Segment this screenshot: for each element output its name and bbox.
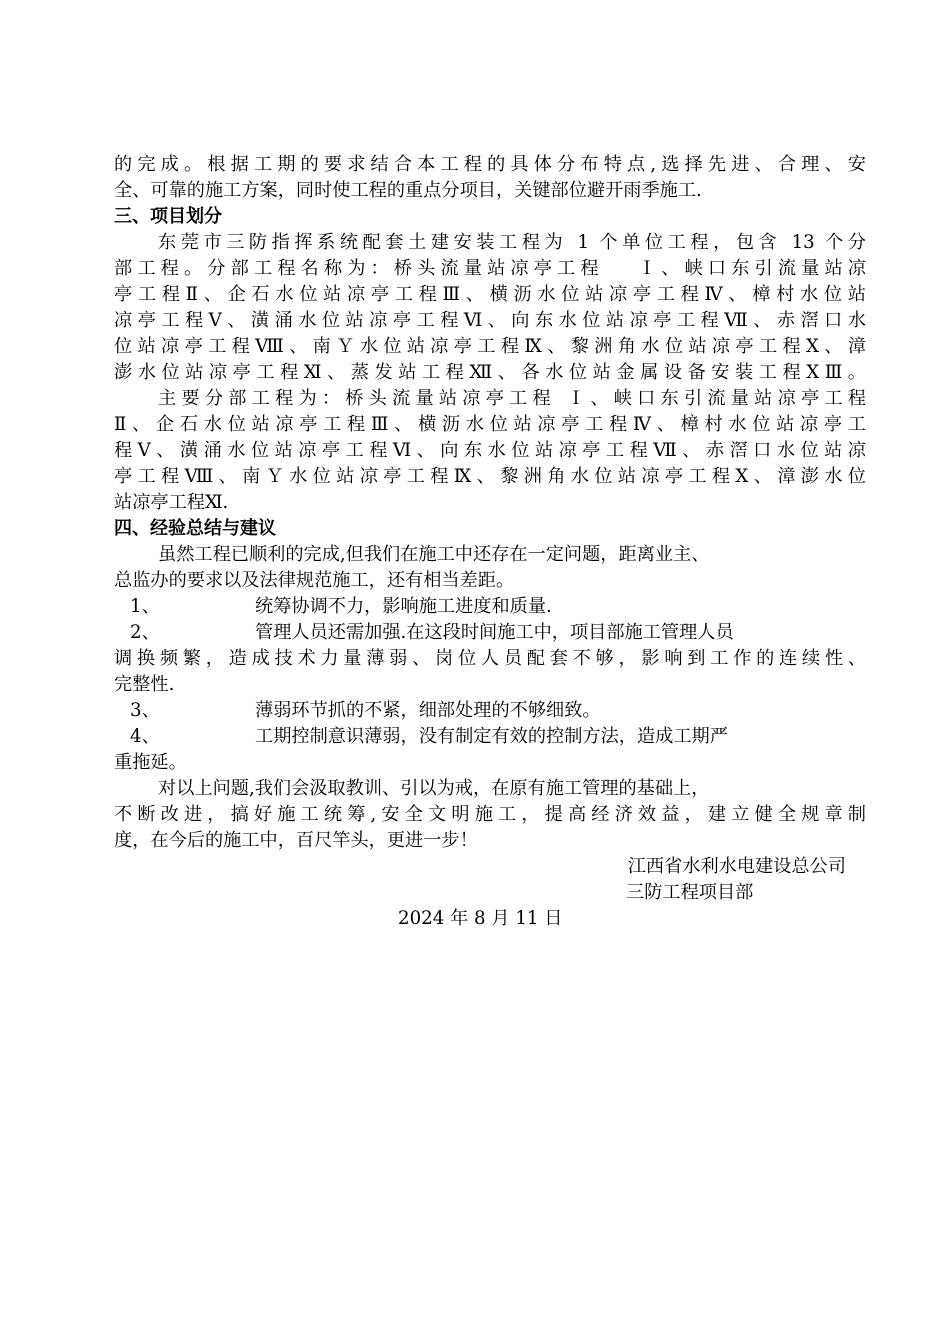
signature-department: 三防工程项目部 xyxy=(626,882,754,903)
list-item-text: 管理人员还需加强.在这段时间施工中，项目部施工管理人员 xyxy=(255,622,734,643)
list-item-continuation: 完整性. xyxy=(114,674,175,695)
paragraph-line: 站凉亭工程Ⅺ. xyxy=(114,492,229,513)
list-item xyxy=(114,698,866,724)
list-item-continuation: 重拖延。 xyxy=(114,752,187,773)
paragraph-line: 总监办的要求以及法律规范施工，还有相当差距。 xyxy=(114,570,515,591)
paragraph-line: 亭工程Ⅱ、企石水位站凉亭工程Ⅲ、横沥水位站凉亭工程Ⅳ、樟村水位站 xyxy=(114,284,866,305)
list-item-number: 1、 xyxy=(130,596,160,617)
section-heading-4: 四、经验总结与建议 xyxy=(114,518,276,539)
paragraph-line: Ⅱ、企石水位站凉亭工程Ⅲ、横沥水位站凉亭工程Ⅳ、樟村水位站凉亭工 xyxy=(114,414,866,435)
list-item xyxy=(114,620,866,646)
paragraph-line: 主要分部工程为：桥头流量站凉亭工程 Ｉ、峡口东引流量站凉亭工程 xyxy=(158,388,866,409)
paragraph-line: 澎水位站凉亭工程Ⅺ、蒸发站工程Ⅻ、各水位站金属设备安装工程ⅩⅢ。 xyxy=(114,362,866,383)
list-item xyxy=(114,594,866,620)
list-item-number: 3、 xyxy=(130,700,160,721)
signature-date: 2024 年 8 月 11 日 xyxy=(398,908,563,929)
paragraph-line: 度，在今后的施工中，百尺竿头，更进一步！ xyxy=(114,830,478,851)
paragraph-line: 位站凉亭工程Ⅷ、南Ｙ水位站凉亭工程Ⅸ、黎洲角水位站凉亭工程Ⅹ、漳 xyxy=(114,336,866,357)
paragraph-line: 部工程。分部工程名称为：桥头流量站凉亭工程 Ｉ、峡口东引流量站凉 xyxy=(114,258,866,279)
list-item-text: 工期控制意识薄弱，没有制定有效的控制方法，造成工期严 xyxy=(255,726,728,747)
document-page xyxy=(114,152,866,932)
list-item-text: 薄弱环节抓的不紧，细部处理的不够细致。 xyxy=(255,700,601,721)
paragraph-line: 全、可靠的施工方案，同时使工程的重点分项目，关键部位避开雨季施工. xyxy=(114,180,702,201)
list-item-number: 4、 xyxy=(130,726,160,747)
paragraph-line: 虽然工程已顺利的完成,但我们在施工中还存在一定问题，距离业主、 xyxy=(158,544,710,565)
paragraph-line: 不断改进，搞好施工统筹,安全文明施工，提高经济效益，建立健全规章制 xyxy=(114,804,866,825)
list-item xyxy=(114,724,866,750)
signature-company: 江西省水利水电建设总公司 xyxy=(627,856,846,877)
section-heading-3: 三、项目划分 xyxy=(114,206,222,227)
paragraph-line: 东莞市三防指挥系统配套土建安装工程为 1 个单位工程，包含 13 个分 xyxy=(158,232,866,253)
list-item-number: 2、 xyxy=(130,622,160,643)
paragraph-line: 凉亭工程Ⅴ、潢涌水位站凉亭工程Ⅵ、向东水位站凉亭工程Ⅶ、赤滘口水 xyxy=(114,310,866,331)
paragraph-line: 对以上问题,我们会汲取教训、引以为戒，在原有施工管理的基础上， xyxy=(158,778,710,799)
list-item-continuation: 调换频繁，造成技术力量薄弱、岗位人员配套不够，影响到工作的连续性、 xyxy=(114,648,866,669)
paragraph-line: 亭工程Ⅷ、南Ｙ水位站凉亭工程Ⅸ、黎洲角水位站凉亭工程Ⅹ、漳澎水位 xyxy=(114,466,866,487)
paragraph-line: 的完成。根据工期的要求结合本工程的具体分布特点,选择先进、合理、安 xyxy=(114,154,866,175)
list-item-text: 统筹协调不力，影响施工进度和质量. xyxy=(255,596,552,617)
paragraph-line: 程Ⅴ、潢涌水位站凉亭工程Ⅵ、向东水位站凉亭工程Ⅶ、赤滘口水位站凉 xyxy=(114,440,866,461)
